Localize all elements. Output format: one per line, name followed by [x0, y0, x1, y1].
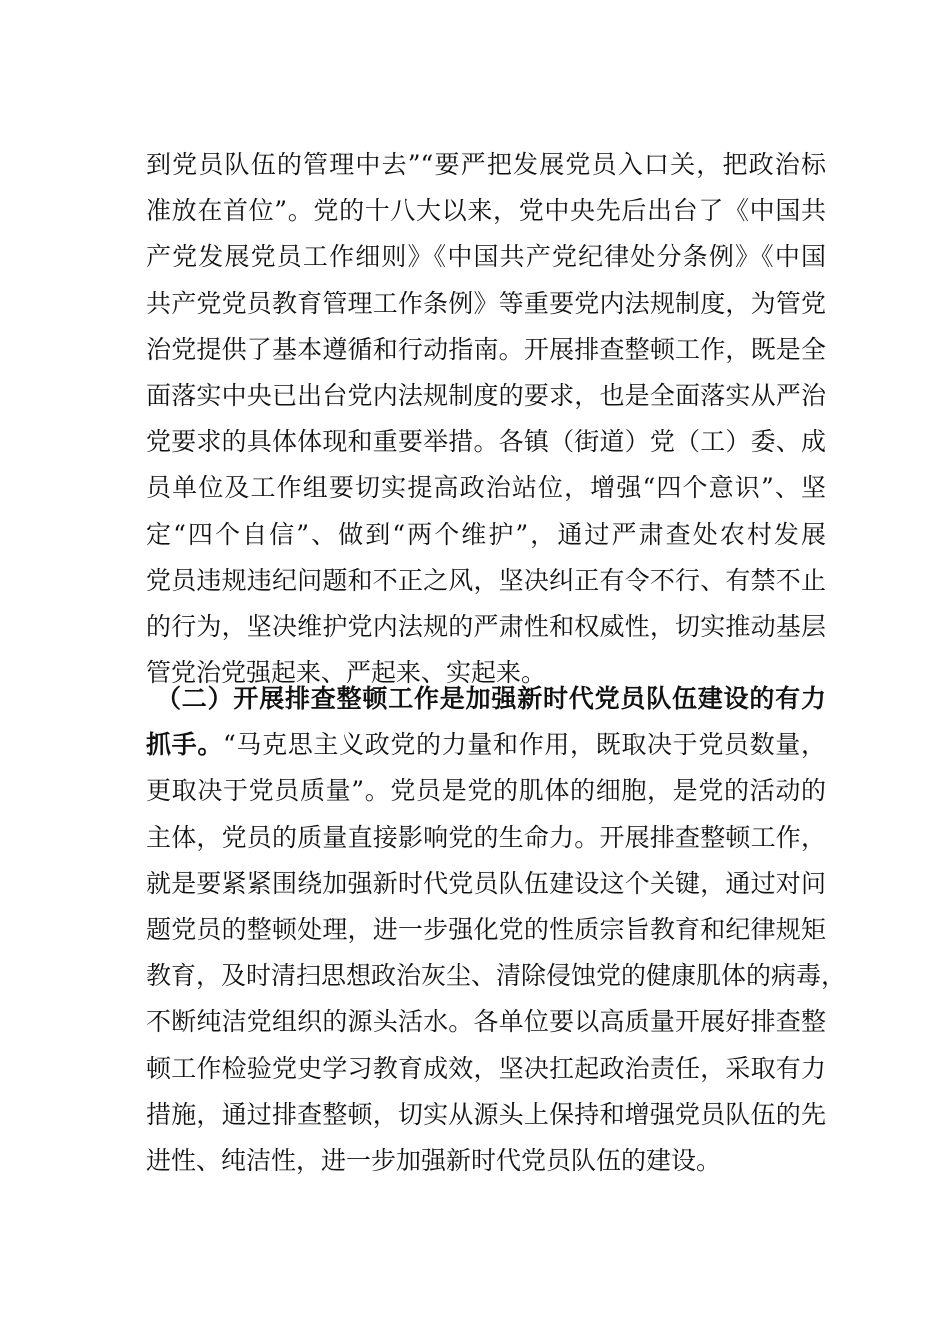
- paragraph-2-line: 教育，及时清扫思想政治灰尘、清除侵蚀党的健康肌体的病毒，: [146, 961, 847, 991]
- paragraph-1-line: 共产党党员教育管理工作条例》等重要党内法规制度，为管党: [146, 288, 826, 318]
- paragraph-1-line: 的行为，坚决维护党内法规的严肃性和权威性，切实推动基层: [146, 611, 826, 641]
- paragraph-2-line: 进性、纯洁性，进一步加强新时代党员队伍的建设。: [146, 1145, 722, 1175]
- paragraph-1: [146, 142, 826, 696]
- paragraph-2-line: 不断纯洁党组织的源头活水。各单位要以高质量开展好排查整: [146, 1007, 826, 1037]
- paragraph-2-line: 顿工作检验党史学习教育成效，坚决扛起政治责任，采取有力: [146, 1053, 826, 1083]
- paragraph-1-line: 面落实中央已出台党内法规制度的要求，也是全面落实从严治: [146, 380, 826, 410]
- paragraph-2-line: 措施，通过排查整顿，切实从源头上保持和增强党员队伍的先: [146, 1099, 826, 1129]
- section-heading: （二）开展排查整顿工作是加强新时代党员队伍建设的有力: [156, 684, 826, 713]
- paragraph-1-line: 到党员队伍的管理中去”“要严把发展党员入口关，把政治标: [146, 150, 826, 179]
- paragraph-2-line: 就是要紧紧围绕加强新时代党员队伍建设这个关键，通过对问: [146, 868, 826, 898]
- paragraph-1-line: 治党提供了基本遵循和行动指南。开展排查整顿工作，既是全: [146, 334, 826, 364]
- paragraph-1-line: 定“四个自信”、做到“两个维护”，通过严肃查处农村发展: [146, 519, 826, 549]
- paragraph-2-line: [146, 722, 826, 768]
- paragraph-1-line: 产党发展党员工作细则》《中国共产党纪律处分条例》《中国: [146, 242, 826, 272]
- paragraph-2: [146, 676, 847, 1184]
- paragraph-2-line: 主体，党员的质量直接影响党的生命力。开展排查整顿工作，: [146, 822, 826, 852]
- paragraph-2-quote: “马克思主义政党的力量和作用，既取决于党员数量，: [222, 730, 826, 760]
- paragraph-1-line: 党员违规违纪问题和不正之风，坚决纠正有令不行、有禁不止: [146, 565, 826, 595]
- section-heading-end: 抓手。: [146, 730, 223, 760]
- paragraph-1-line: 准放在首位”。党的十八大以来，党中央先后出台了《中国共: [146, 196, 826, 226]
- paragraph-1-line: 党要求的具体体现和重要举措。各镇（街道）党（工）委、成: [146, 427, 826, 457]
- paragraph-2-line: 题党员的整顿处理，进一步强化党的性质宗旨教育和纪律规矩: [146, 914, 826, 944]
- paragraph-1-line: 管党治党强起来、严起来、实起来。: [146, 658, 547, 688]
- paragraph-2-line: 更取决于党员质量”。党员是党的肌体的细胞，是党的活动的: [146, 776, 826, 806]
- paragraph-1-line: 员单位及工作组要切实提高政治站位，增强“四个意识”、坚: [146, 473, 826, 503]
